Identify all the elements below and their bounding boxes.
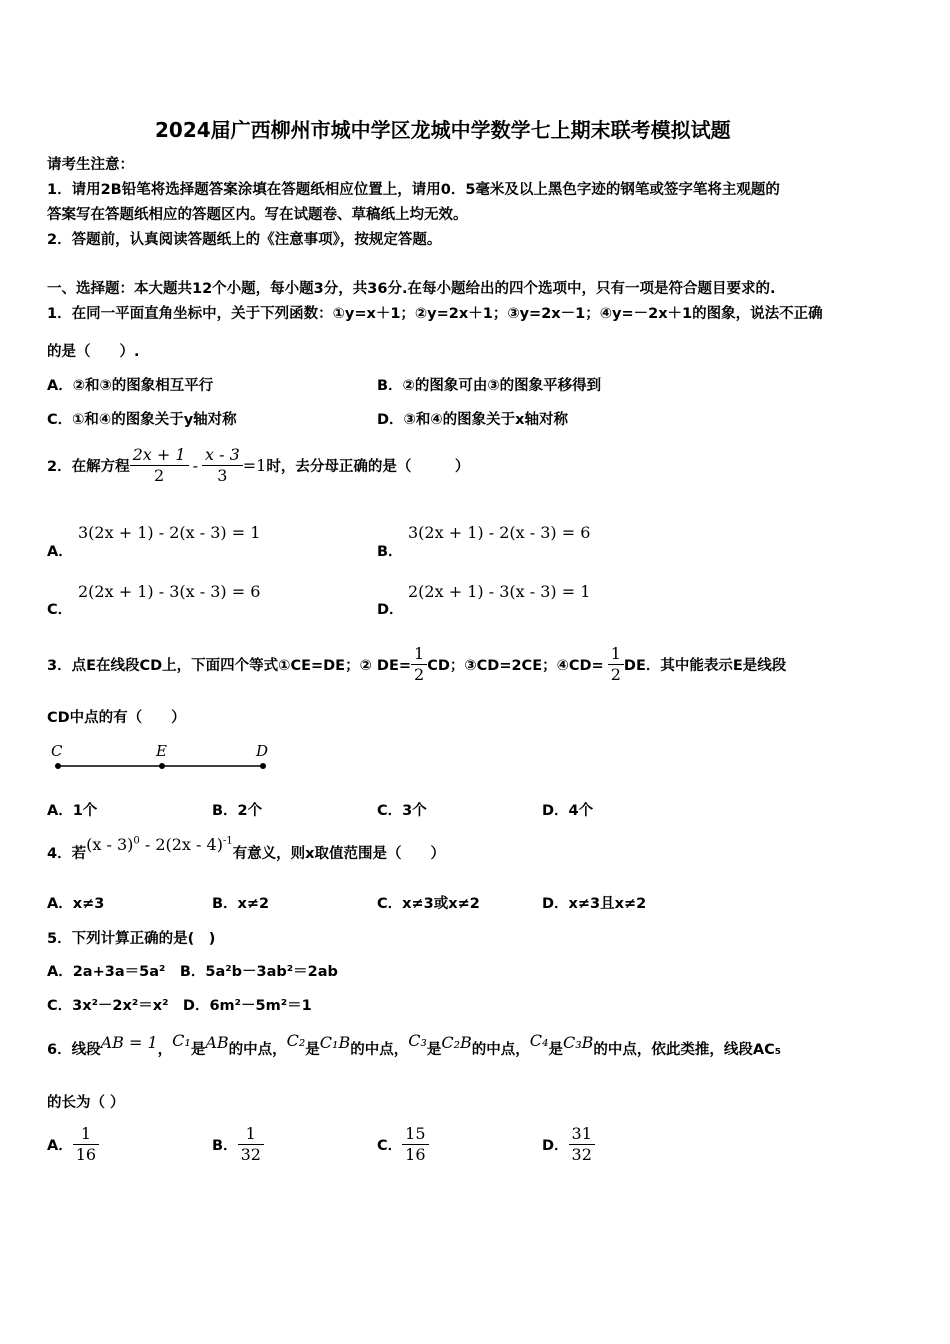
notice-heading: 请考生注意：: [47, 157, 134, 173]
q3-half-1-num: 1: [411, 644, 427, 665]
q5-stem: 5．下列计算正确的是( ): [47, 931, 216, 947]
q6-c3: C₃: [408, 1030, 427, 1050]
q2-frac2-den: 3: [217, 465, 228, 485]
q6-stem-cont: 的长为（ ）: [47, 1095, 125, 1111]
point-d: [260, 763, 266, 769]
page-title: 2024届广西柳州市城中学区龙城中学数学七上期末联考模拟试题: [155, 118, 731, 142]
q5-options-row-1: A．2a+3a＝5a² B．5a²b－3ab²＝2ab: [47, 964, 338, 980]
q2-option-b-expr: 3(2x + 1) - 2(x - 3) = 6: [408, 523, 591, 542]
q3-half-2-den: 2: [610, 664, 621, 684]
q2-frac1-num: 2x + 1: [130, 445, 189, 466]
q6-stem: [47, 1028, 781, 1068]
notice-line-3: 2．答题前，认真阅读答题纸上的《注意事项》，按规定答题。: [47, 232, 442, 248]
q3-half-2: [608, 644, 624, 685]
q2-option-d-expr: 2(2x + 1) - 3(x - 3) = 1: [408, 582, 591, 601]
q4-option-b: B．x≠2: [212, 896, 270, 912]
q4-option-d: D．x≠3且x≠2: [542, 896, 647, 912]
q6-c1b: C₁B: [319, 1032, 351, 1052]
q6-is-1: 是: [190, 1041, 206, 1058]
q6-c2b: C₂B: [441, 1032, 472, 1052]
q4-option-a: A．x≠3: [47, 896, 105, 912]
q4-expr-part-2: - 2(2x - 4): [139, 834, 223, 854]
q6-ab: AB: [205, 1032, 229, 1052]
q6-b-num: 1: [238, 1124, 264, 1145]
q2-option-c-label: C．: [47, 602, 73, 618]
q6-is-3: 是: [426, 1041, 442, 1058]
q4-expr-part-1: (x - 3): [86, 834, 134, 854]
q6-option-c: [377, 1124, 429, 1165]
q6-option-b-label: B．: [212, 1138, 238, 1154]
q3-half-1: [411, 644, 427, 685]
q5-options-row-2: C．3x²－2x²＝x² D．6m²－5m²＝1: [47, 998, 312, 1014]
q6-tail: 的中点，依此类推，线段AC₅: [593, 1041, 782, 1058]
q6-is-4: 是: [548, 1041, 563, 1058]
q4-stem: [47, 832, 445, 872]
q6-option-d-label: D．: [542, 1138, 569, 1154]
q2-frac2-num: x - 3: [202, 445, 243, 466]
q4-suffix: 有意义，则x取值范围是（ ）: [232, 845, 446, 862]
q3-part-2: CD；③CD=2CE；④CD=: [427, 657, 604, 674]
q2-option-a-label: A．: [47, 544, 73, 560]
point-e: [159, 763, 165, 769]
q3-option-c: C．3个: [377, 803, 427, 819]
q3-option-b: B．2个: [212, 803, 263, 819]
q6-mid-3: 的中点，: [471, 1041, 530, 1058]
notice-line-1: 1．请用2B铅笔将选择题答案涂填在答题纸相应位置上，请用0．5毫米及以上黑色字迹的钢笔或签字笔将主观题的: [47, 182, 780, 198]
q6-option-b-fraction: [238, 1124, 264, 1165]
q2-fraction-2: [202, 445, 243, 486]
q6-c3b: C₃B: [562, 1032, 594, 1052]
q6-option-b: [212, 1124, 264, 1165]
q4-exp-zero: 0: [133, 835, 140, 847]
q2-minus: -: [192, 455, 198, 475]
q2-suffix: 时，去分母正确的是（ ）: [266, 458, 470, 475]
q6-c-den: 16: [405, 1145, 426, 1164]
segment-cd-figure: [45, 740, 280, 776]
q1-option-d: D．③和④的图象关于x轴对称: [377, 412, 568, 428]
q3-half-2-num: 1: [608, 644, 624, 665]
q2-option-d-label: D．: [377, 602, 404, 618]
q4-prefix: 4．若: [47, 845, 87, 862]
q2-option-b-label: B．: [377, 544, 403, 560]
q6-option-a: [47, 1124, 99, 1165]
q6-a-num: 1: [73, 1124, 99, 1145]
section-heading: 一、选择题：本大题共12个小题，每小题3分，共36分.在每小题给出的四个选项中，只有一项是符合题目要求的.: [47, 281, 776, 297]
q4-option-c: C．x≠3或x≠2: [377, 896, 480, 912]
q6-c-num: 15: [402, 1124, 428, 1145]
q6-option-d: [542, 1124, 595, 1165]
q1-option-a: A．②和③的图象相互平行: [47, 378, 214, 394]
label-c: C: [51, 742, 63, 760]
q2-option-c-expr: 2(2x + 1) - 3(x - 3) = 6: [78, 582, 261, 601]
q3-option-a: A．1个: [47, 803, 98, 819]
q6-option-c-fraction: [402, 1124, 428, 1165]
q6-option-a-label: A．: [47, 1138, 73, 1154]
notice-line-2: 答案写在答题纸相应的答题区内。写在试题卷、草稿纸上均无效。: [47, 207, 468, 223]
q4-exp-neg-one: -1: [222, 835, 233, 847]
q3-stem: [47, 640, 786, 688]
label-e: E: [156, 742, 167, 760]
q6-mid-1: 的中点，: [228, 1041, 287, 1058]
q6-option-a-fraction: [73, 1124, 99, 1165]
q3-option-d: D．4个: [542, 803, 594, 819]
q2-prefix: 2．在解方程: [47, 458, 130, 475]
q2-equals: =1: [242, 455, 267, 475]
q6-c4: C₄: [529, 1030, 549, 1050]
q1-option-c: C．①和④的图象关于y轴对称: [47, 412, 237, 428]
q3-stem-cont: CD中点的有（ ）: [47, 710, 186, 726]
q2-option-a-expr: 3(2x + 1) - 2(x - 3) = 1: [78, 523, 261, 542]
q6-d-num: 31: [569, 1124, 595, 1145]
q2-fraction-1: [130, 445, 189, 486]
q6-prefix: 6．线段: [47, 1041, 101, 1058]
q6-a-den: 16: [75, 1145, 97, 1164]
q3-part-3: DE．其中能表示E是线段: [623, 657, 787, 674]
q1-stem-cont: 的是（ ）.: [47, 344, 140, 360]
q4-expression: [86, 835, 233, 854]
q6-option-c-label: C．: [377, 1138, 403, 1154]
q6-ab-eq: AB = 1: [100, 1032, 158, 1052]
label-d: D: [256, 742, 269, 760]
q6-option-d-fraction: [569, 1124, 595, 1165]
q6-comma: ，: [157, 1041, 173, 1058]
point-c: [55, 763, 61, 769]
q6-c1: C₁: [172, 1030, 191, 1050]
q6-mid-2: 的中点，: [350, 1041, 409, 1058]
q2-stem: [47, 440, 469, 490]
q6-b-den: 32: [240, 1145, 261, 1164]
q6-is-2: 是: [305, 1041, 320, 1058]
q6-c2: C₂: [286, 1030, 306, 1050]
q3-half-1-den: 2: [414, 664, 425, 684]
q1-option-b: B．②的图象可由③的图象平移得到: [377, 378, 602, 394]
q2-frac1-den: 2: [153, 465, 165, 485]
q1-stem: 1．在同一平面直角坐标中，关于下列函数：①y=x＋1；②y=2x＋1；③y=2x－1；④y=－2x＋1的图象，说法不正确: [47, 306, 823, 322]
q3-part-1: 3．点E在线段CD上，下面四个等式①CE=DE；② DE=: [47, 657, 411, 674]
q6-d-den: 32: [571, 1145, 592, 1164]
